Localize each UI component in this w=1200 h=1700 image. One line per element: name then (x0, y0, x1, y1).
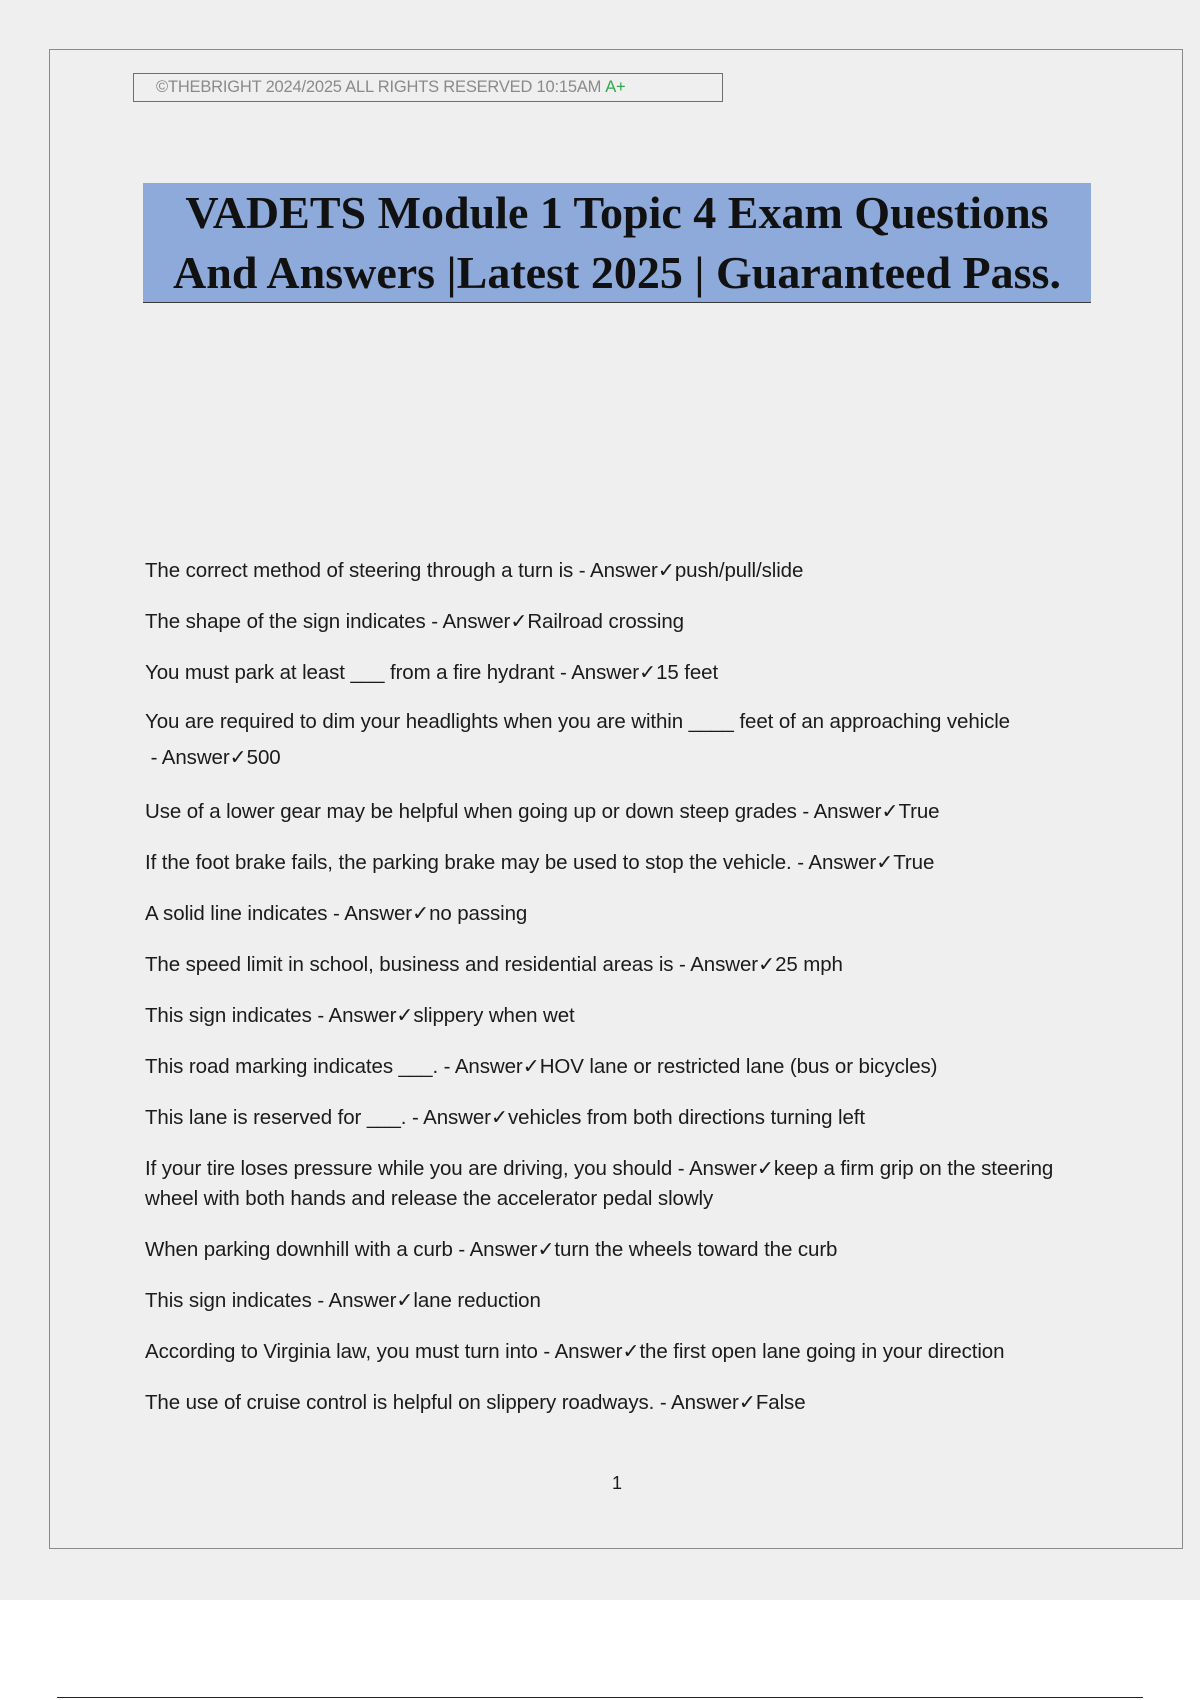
copyright-header (133, 73, 723, 102)
answer-text: keep a firm grip on the steering wheel with both hands and release the accelerator pedal slowly (145, 1157, 1054, 1210)
qa-item: The correct method of steering through a turn is - Answer✓push/pull/slide (145, 559, 804, 582)
question-text: A solid line indicates (145, 902, 328, 925)
answer-text: turn the wheels toward the curb (554, 1238, 838, 1261)
question-text: This road marking indicates ___. (145, 1055, 439, 1078)
qa-item: You must park at least ___ from a fire hydrant - Answer✓15 feet (145, 661, 719, 684)
question-text: This lane is reserved for ___. (145, 1106, 407, 1129)
answer-text: slippery when wet (413, 1004, 575, 1027)
question-text: The shape of the sign indicates (145, 610, 426, 633)
answer-text: push/pull/slide (674, 559, 804, 582)
answer-text: False (755, 1391, 806, 1414)
answer-marker: Answer✓ (454, 1055, 540, 1078)
answer-marker: Answer✓ (808, 851, 894, 874)
answer-marker: Answer✓ (688, 1157, 774, 1180)
qa-item: If the foot brake fails, the parking brake may be used to stop the vehicle. - Answer✓True (145, 851, 935, 874)
question-text: If your tire loses pressure while you are driving, you should (145, 1157, 673, 1180)
answer-marker: Answer✓ (423, 1106, 508, 1129)
answer-marker: Answer✓ (690, 953, 776, 976)
question-text: Use of a lower gear may be helpful when going up or down steep grades (145, 800, 797, 823)
question-text: The correct method of steering through a turn is (145, 559, 574, 582)
answer-text: True (893, 851, 935, 874)
question-text: When parking downhill with a curb (145, 1238, 453, 1261)
answer-marker: Answer✓ (571, 661, 657, 684)
answer-text: lane reduction (413, 1289, 541, 1312)
document-title (143, 183, 1091, 303)
answer-marker: Answer✓ (813, 800, 899, 823)
question-text: This sign indicates (145, 1289, 312, 1312)
answer-marker: Answer✓ (442, 610, 528, 633)
qa-item: The use of cruise control is helpful on slippery roadways. - Answer✓False (145, 1391, 806, 1414)
answer-text: 500 (246, 746, 281, 769)
answer-text: 15 feet (656, 661, 719, 684)
title-line-2: And Answers |Latest 2025 | Guaranteed Pass. (173, 247, 1061, 298)
answer-text: HOV lane or restricted lane (bus or bicycles) (539, 1055, 938, 1078)
qa-item: The shape of the sign indicates - Answer✓Railroad crossing (145, 610, 684, 633)
question-text: If the foot brake fails, the parking brake may be used to stop the vehicle. (145, 851, 792, 874)
question-text: You must park at least ___ from a fire hydrant (145, 661, 555, 684)
answer-marker: Answer✓ (161, 746, 247, 769)
qa-item: A solid line indicates - Answer✓no passing (145, 902, 528, 925)
qa-item: You are required to dim your headlights when you are within ____ feet of an approaching vehicle - Answer✓500 (145, 710, 1010, 769)
qa-item: If your tire loses pressure while you are driving, you should - Answer✓keep a firm grip on the steering wheel with both hands and release the accelerator pedal slowly (145, 1157, 1054, 1210)
answer-marker: Answer✓ (344, 902, 430, 925)
answer-marker: Answer✓ (328, 1004, 414, 1027)
question-text: The use of cruise control is helpful on slippery roadways. (145, 1391, 655, 1414)
title-line-1: VADETS Module 1 Topic 4 Exam Questions (185, 187, 1049, 238)
question-text: The speed limit in school, business and residential areas is (145, 953, 674, 976)
question-text: You are required to dim your headlights when you are within ____ feet of an approaching vehicle (145, 710, 1010, 733)
answer-text: vehicles from both directions turning left (508, 1106, 866, 1129)
answer-text: the first open lane going in your direction (639, 1340, 1005, 1363)
answer-text: True (898, 800, 940, 823)
qa-item: According to Virginia law, you must turn into - Answer✓the first open lane going in your direction (145, 1340, 1005, 1363)
answer-marker: Answer✓ (590, 559, 675, 582)
qa-item: This road marking indicates ___. - Answer✓HOV lane or restricted lane (bus or bicycles) (145, 1055, 938, 1078)
qa-item: This lane is reserved for ___. - Answer✓vehicles from both directions turning left (145, 1106, 866, 1129)
footer-divider (57, 1697, 1143, 1698)
answer-marker: Answer✓ (671, 1391, 756, 1414)
grade-badge: A+ (605, 78, 626, 96)
answer-text: Railroad crossing (527, 610, 684, 633)
page-number: 1 (611, 1473, 622, 1493)
qa-item: This sign indicates - Answer✓slippery when wet (145, 1004, 575, 1027)
answer-marker: Answer✓ (328, 1289, 414, 1312)
answer-text: no passing (429, 902, 528, 925)
answer-marker: Answer✓ (554, 1340, 640, 1363)
qa-item: When parking downhill with a curb - Answer✓turn the wheels toward the curb (145, 1238, 838, 1261)
answer-text: 25 mph (775, 953, 843, 976)
question-text: According to Virginia law, you must turn into (145, 1340, 538, 1363)
answer-marker: Answer✓ (469, 1238, 555, 1261)
question-answer-list (145, 556, 1085, 1439)
copyright-text: ©THEBRIGHT 2024/2025 ALL RIGHTS RESERVED 10:15AM (156, 78, 602, 96)
qa-item: The speed limit in school, business and residential areas is - Answer✓25 mph (145, 953, 843, 976)
qa-item: This sign indicates - Answer✓lane reduction (145, 1289, 541, 1312)
qa-item: Use of a lower gear may be helpful when going up or down steep grades - Answer✓True (145, 800, 940, 823)
question-text: This sign indicates (145, 1004, 312, 1027)
